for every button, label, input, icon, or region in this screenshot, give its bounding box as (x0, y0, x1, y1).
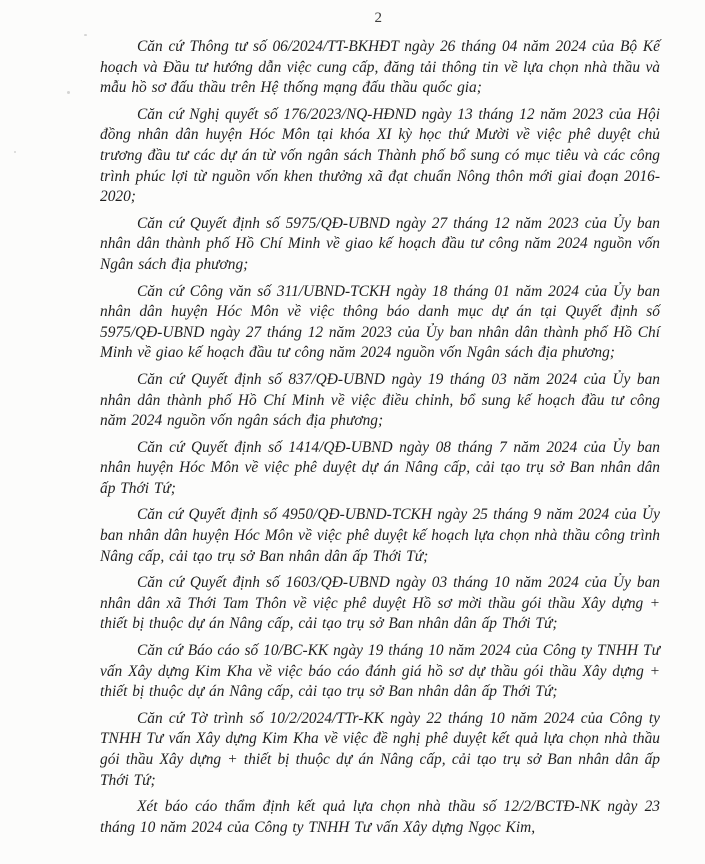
scan-speck (84, 34, 87, 36)
page-number: 2 (374, 10, 383, 26)
legal-citation-paragraph: Căn cứ Tờ trình số 10/2/2024/TTr-KK ngày 22 tháng 10 năm 2024 của Công ty TNHH Tư vấn Xây dựng Kim Kha về việc đề nghị phê duyệt kết quả lựa chọn nhà thầu gói thầu Xây dựng + thiết bị thuộc dự án Nâng cấp, cải tạo trụ sở Ban nhân dân ấp Thới Tứ; (100, 709, 660, 789)
scan-speck (67, 91, 70, 94)
document-body (100, 37, 660, 844)
legal-citation-paragraph: Căn cứ Nghị quyết số 176/2023/NQ-HĐND ngày 13 tháng 12 năm 2023 của Hội đồng nhân dân huyện Hóc Môn tại khóa XI kỳ học thứ Mười về việc phê duyệt chủ trương đầu tư các dự án từ vốn ngân sách Thành phố bổ sung có mục tiêu và các công trình phúc lợi từ nguồn vốn khen thưởng xã đạt chuẩn Nông thôn mới giai đoạn 2016-2020; (100, 105, 660, 206)
legal-citation-paragraph: Căn cứ Quyết định số 1603/QĐ-UBND ngày 03 tháng 10 năm 2024 của Ủy ban nhân dân xã Thới Tam Thôn về việc phê duyệt Hồ sơ mời thầu gói thầu Xây dựng + thiết bị thuộc dự án Nâng cấp, cải tạo trụ sở Ban nhân dân ấp Thới Tứ; (100, 574, 660, 633)
scan-speck (14, 151, 16, 153)
legal-citation-paragraph: Căn cứ Quyết định số 5975/QĐ-UBND ngày 27 tháng 12 năm 2023 của Ủy ban nhân dân thành phố Hồ Chí Minh về giao kế hoạch đầu tư công năm 2024 nguồn vốn Ngân sách địa phương; (100, 214, 660, 273)
legal-citation-paragraph: Xét báo cáo thẩm định kết quả lựa chọn nhà thầu số 12/2/BCTĐ-NK ngày 23 tháng 10 năm 2024 của Công ty TNHH Tư vấn Xây dựng Ngọc Kim, (100, 798, 660, 836)
legal-citation-paragraph: Căn cứ Công văn số 311/UBND-TCKH ngày 18 tháng 01 năm 2024 của Ủy ban nhân dân huyện Hóc Môn về việc thông báo danh mục dự án tại Quyết định số 5975/QĐ-UBND ngày 27 tháng 12 năm 2023 của Ủy ban nhân dân thành phố Hồ Chí Minh về giao kế hoạch đầu tư công năm 2024 nguồn vốn Ngân sách địa phương; (100, 282, 660, 362)
legal-citation-paragraph: Căn cứ Quyết định số 837/QĐ-UBND ngày 19 tháng 03 năm 2024 của Ủy ban nhân dân thành phố Hồ Chí Minh về việc điều chỉnh, bổ sung kế hoạch đầu tư công năm 2024 nguồn vốn ngân sách địa phương; (100, 370, 660, 430)
legal-citation-paragraph: Căn cứ Thông tư số 06/2024/TT-BKHĐT ngày 26 tháng 04 năm 2024 của Bộ Kế hoạch và Đầu tư hướng dẫn việc cung cấp, đăng tải thông tin về lựa chọn nhà thầu và mẫu hồ sơ đấu thầu trên Hệ thống mạng đấu thầu quốc gia; (100, 38, 660, 97)
legal-citation-paragraph: Căn cứ Quyết định số 1414/QĐ-UBND ngày 08 tháng 7 năm 2024 của Ủy ban nhân huyện Hóc Môn về việc phê duyệt dự án Nâng cấp, cải tạo trụ sở Ban nhân dân ấp Thới Tứ; (100, 438, 660, 497)
legal-citation-paragraph: Căn cứ Quyết định số 4950/QĐ-UBND-TCKH ngày 25 tháng 9 năm 2024 của Ủy ban nhân dân huyện Hóc Môn về việc phê duyệt kế hoạch lựa chọn nhà thầu công trình Nâng cấp, cải tạo trụ sở Ban nhân dân ấp Thới Tứ; (100, 506, 660, 565)
legal-citation-paragraph: Căn cứ Báo cáo số 10/BC-KK ngày 19 tháng 10 năm 2024 của Công ty TNHH Tư vấn Xây dựng Kim Kha về việc báo cáo đánh giá hồ sơ dự thầu gói thầu Xây dựng + thiết bị thuộc dự án Nâng cấp, cải tạo trụ sở Ban nhân dân ấp Thới Tứ; (100, 642, 660, 701)
